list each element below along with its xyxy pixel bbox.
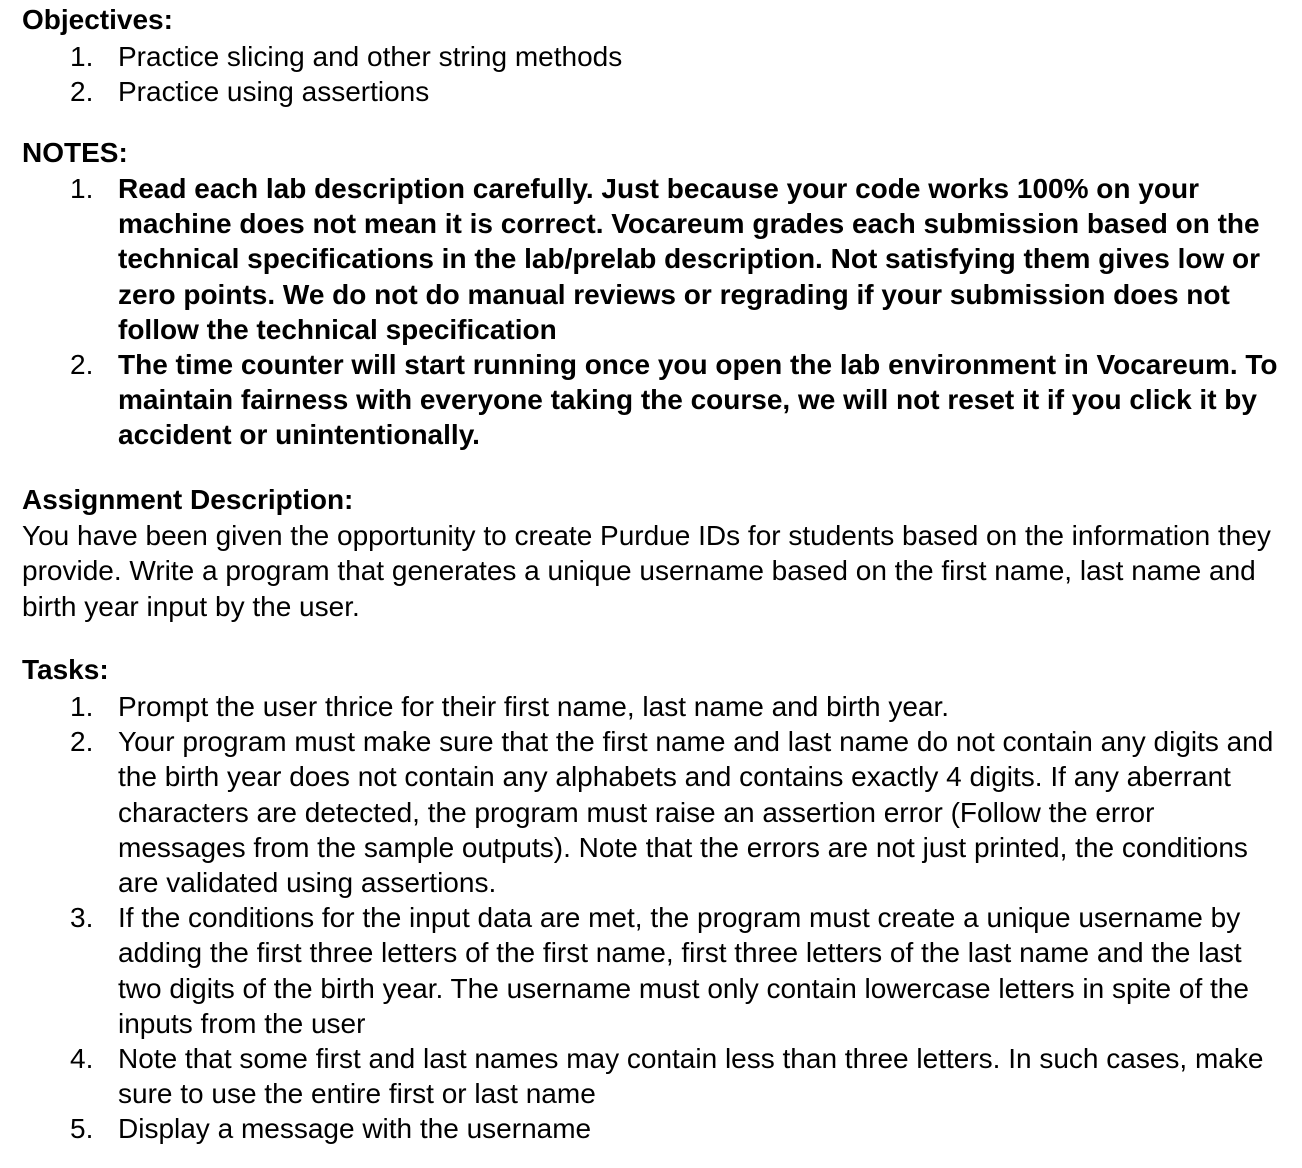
list-number: 2. (70, 726, 94, 758)
cropped-red-text-line (0, 0, 1302, 2)
list-item (0, 39, 1280, 74)
list-number: 2. (70, 349, 94, 381)
list-number: 3. (70, 902, 94, 934)
list-item (0, 724, 1280, 900)
list-number: 1. (70, 41, 94, 72)
list-item (0, 900, 1280, 1041)
tasks-heading: Tasks: (22, 654, 109, 685)
list-item-text: The time counter will start running once you open the lab environment in Vocareum. To maintain fairness with everyone taking the course, we will not reset it if you click it by accident or unintentionally. (118, 349, 1278, 451)
list-item-text: Read each lab description carefully. Just because your code works 100% on your machine does not mean it is correct. Vocareum grades each submission based on the technical specifications in the lab/prelab description. Not satisfying them gives low or zero points. We do not do manual reviews or regrading if your submission does not follow the technical specification (118, 173, 1261, 345)
list-item-text: If the conditions for the input data are met, the program must create a unique username by adding the first three letters of the first name, first three letters of the last name and the last two digits of the birth year. The username must only contain lowercase letters in spite of the inputs from the user (118, 902, 1249, 1039)
list-number: 1. (70, 691, 94, 722)
list-item (0, 689, 1280, 724)
tasks-list (0, 689, 1280, 1147)
list-number: 4. (70, 1043, 94, 1075)
list-item (0, 347, 1280, 453)
assignment-paragraph: You have been given the opportunity to create Purdue IDs for students based on the information they provide. Write a program that generates a unique username based on the first name, last name and birth year input by the user. (22, 520, 1271, 622)
list-number: 2. (70, 76, 94, 108)
list-item-text: Note that some first and last names may contain less than three letters. In such cases, make sure to use the entire first or last name (118, 1043, 1264, 1110)
list-item (0, 171, 1280, 347)
list-item (0, 74, 1280, 109)
assignment-heading: Assignment Description: (22, 484, 354, 515)
notes-list (0, 171, 1280, 453)
objectives-heading: Objectives: (22, 4, 173, 35)
list-item-text: Display a message with the username (118, 1113, 592, 1145)
list-number: 5. (70, 1113, 94, 1145)
list-item-text: Your program must make sure that the first name and last name do not contain any digits and the birth year does not contain any alphabets and contains exactly 4 digits. If any aberrant characters are detected, the program must raise an assertion error (Follow the error messages from the sample outputs). Note that the errors are not just printed, the conditions are validated using assertions. (118, 726, 1274, 899)
list-item-text: Prompt the user thrice for their first name, last name and birth year. (118, 691, 950, 722)
list-item-text: Practice using assertions (118, 76, 430, 108)
list-item (0, 1041, 1280, 1111)
list-number: 1. (70, 173, 94, 204)
objectives-list (0, 39, 1280, 109)
list-item (0, 1111, 1280, 1146)
notes-heading: NOTES: (22, 137, 128, 168)
list-item-text: Practice slicing and other string methods (118, 41, 623, 72)
